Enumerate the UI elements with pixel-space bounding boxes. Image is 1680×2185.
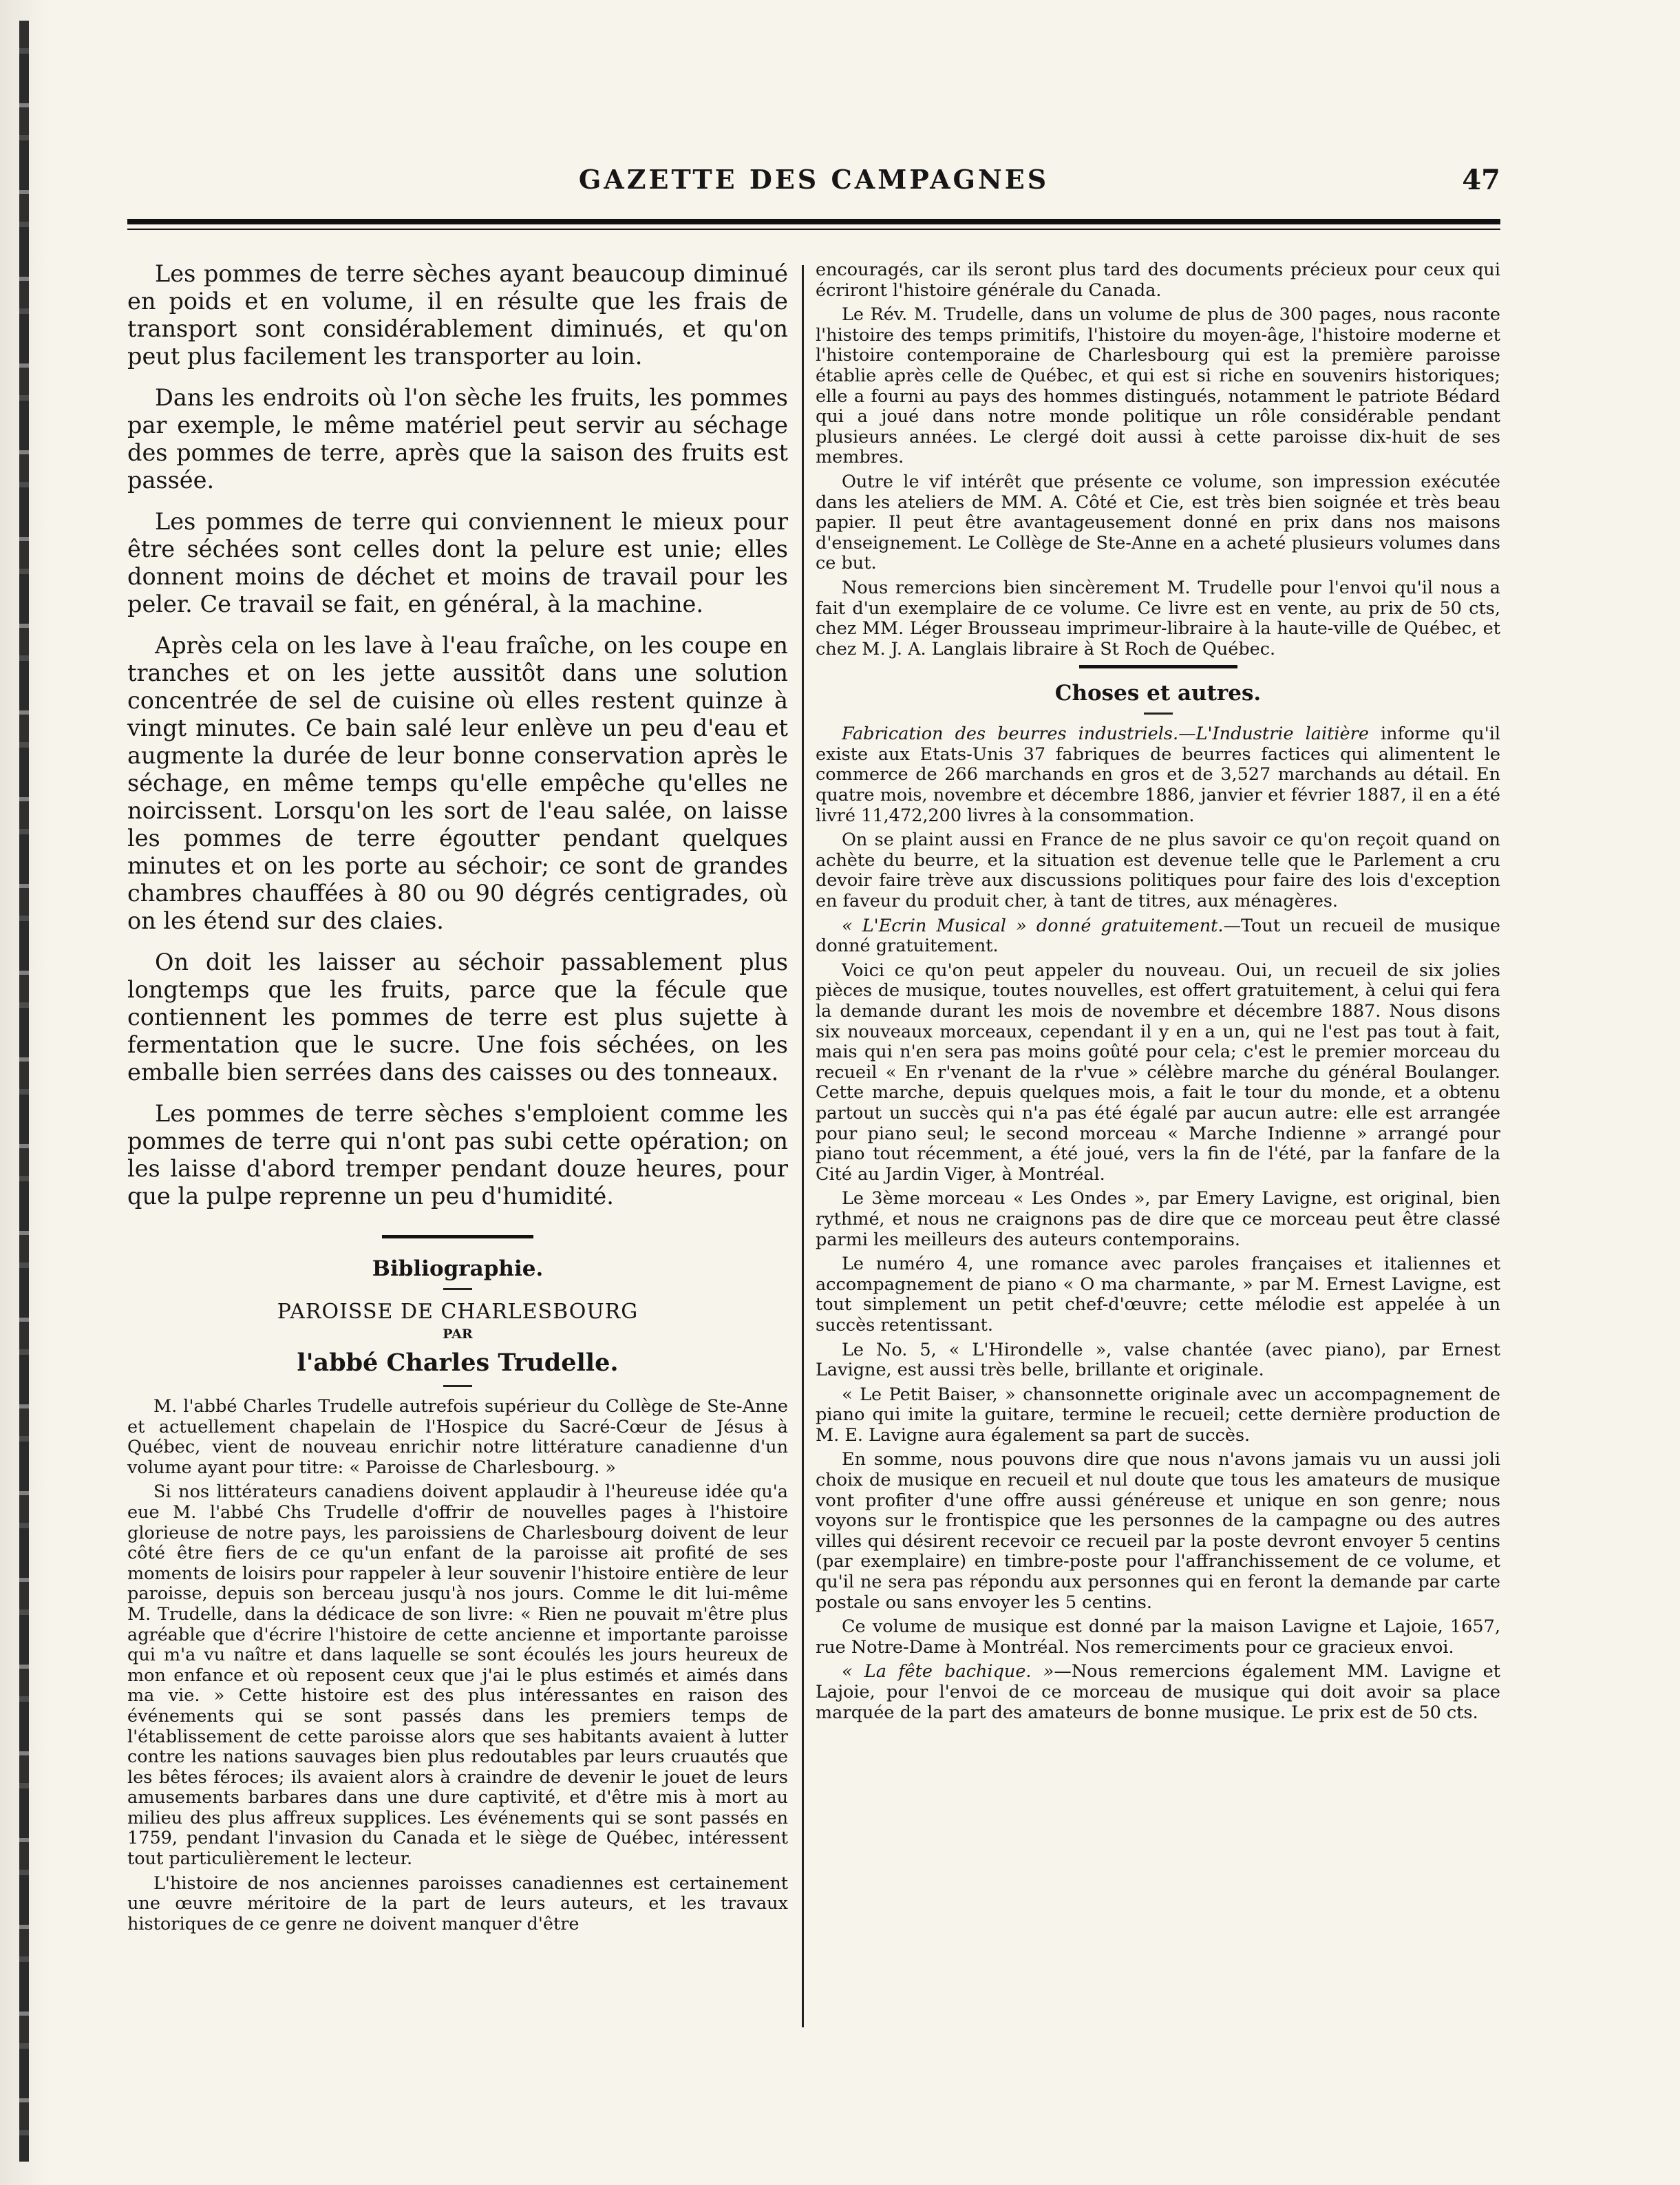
paragraph: encouragés, car ils seront plus tard des documents précieux pour ceux qui écriront l'histoire générale du Canada.: [816, 260, 1500, 301]
paragraph-text: informe qu'il existe aux Etats-Unis 37 fabriques de beurres factices qui alimentent le commerce de 266 marchands en gros et de 3,527 marchands au détail. En quatre mois, novembre et décembre 1886, janvier et février 1887, il en a été livré 11,472,200 livres à la consommation.: [816, 724, 1501, 826]
paragraph: Les pommes de terre sèches ayant beaucoup diminué en poids et en volume, il en résulte que les frais de transport sont considérablement diminués, et qu'on peut plus facilement les transporter au loin.: [127, 260, 788, 370]
section-ornament: [382, 1235, 533, 1238]
dash-rule: [443, 1288, 472, 1290]
lead-in: Fabrication des beurres industriels.—L'Industrie laitière: [842, 724, 1369, 745]
paragraph: Voici ce qu'on peut appeler du nouveau. Oui, un recueil de six jolies pièces de musique, toutes nouvelles, est offert gratuitement, à celui qui fera la demande durant les mois de novembre et décembre 1887. Nous disons six nouveaux morceaux, cependant il y en a un, qui ne l'est pas tout à fait, mais qui n'en sera pas moins goûté pour cela; c'est le premier morceau du recueil « En r'venant de la r'vue » célèbre marche du général Boulanger. Cette marche, depuis quelques mois, a fait le tour du monde, et a obtenu partout un succès qui n'a pas été égalé par aucun autre: elle est arrangée pour piano seul; le second morceau « Marche Indienne » arrangé pour piano tout récemment, a été joué, vers la fin de l'été, par la fanfare de la Cité au Jardin Viger, à Montréal.: [816, 960, 1500, 1185]
dash-rule: [1144, 712, 1173, 715]
paragraph: On se plaint aussi en France de ne plus savoir ce qu'on reçoit quand on achète du beurre, et la situation est devenue telle que le Parlement a cru devoir faire trève aux discussions politiques pour faire des lois d'exception en faveur du produit cher, à tant de titres, aux ménagères.: [816, 830, 1500, 912]
paragraph: L'histoire de nos anciennes paroisses canadiennes est certainement une œuvre méritoire de la part de leurs auteurs, et les travaux historiques de ce genre ne doivent manquer d'être: [127, 1872, 788, 1934]
section-heading-choses: Choses et autres.: [1054, 681, 1262, 706]
section-ornament: [1079, 665, 1237, 668]
paragraph: « Le Petit Baiser, » chansonnette originale avec un accompagnement de piano qui imite la guitare, termine le recueil; cette dernière production de M. E. Lavigne aura également sa part de succès.: [816, 1384, 1500, 1446]
lead-in: « L'Ecrin Musical » donné gratuitement.: [842, 915, 1224, 936]
page-number: 47: [1462, 164, 1500, 196]
biblio-text: [127, 1397, 788, 1934]
dash-rule: [443, 1385, 472, 1387]
section-heading-bibliographie: Bibliographie.: [372, 1256, 544, 1281]
lead-in: « La fête bachique. »: [842, 1661, 1054, 1682]
scan-edge: [0, 0, 48, 2185]
book-title: PAROISSE DE CHARLESBOURG: [277, 1300, 639, 1324]
paragraph: Outre le vif intérêt que présente ce volume, son impression exécutée dans les ateliers de MM. A. Côté et Cie, est très bien soignée et très beau papier. Il peut être avantageusement donné en prix dans nos maisons d'enseignement. Le Collège de Ste-Anne en a acheté plusieurs volumes dans ce but.: [816, 471, 1500, 574]
paragraph: M. l'abbé Charles Trudelle autrefois supérieur du Collège de Ste-Anne et actuellement chapelain de l'Hospice du Sacré-Cœur de Jésus à Québec, vient de nouveau enrichir notre littérature canadienne d'un volume ayant pour titre: « Paroisse de Charlesbourg. »: [127, 1396, 788, 1478]
paragraph: Les pommes de terre sèches s'emploient comme les pommes de terre qui n'ont pas subi cette opération; on les laisse d'abord tremper pendant douze heures, pour que la pulpe reprenne un peu d'humidité.: [127, 1100, 788, 1210]
column-separator: [802, 265, 804, 2027]
header-rule-thin: [127, 229, 1500, 230]
paragraph-text: —Nous remercions également MM. Lavigne et Lajoie, pour l'envoi de ce morceau de musique qui doit avoir sa place marquée de la part des amateurs de bonne musique. Le prix est de 50 cts.: [816, 1661, 1500, 1723]
paragraph-text: —Tout un recueil de musique donné gratuitement.: [816, 915, 1500, 957]
paragraph: Si nos littérateurs canadiens doivent applaudir à l'heureuse idée qu'a eue M. l'abbé Chs Trudelle d'offrir de nouvelles pages à l'histoire glorieuse de notre pays, les paroissiens de Charlesbourg doivent de leur côté être fiers de ce qu'un enfant de la paroisse ait profité de ses moments de loisirs pour rappeler à leur souvenir l'histoire entière de leur paroisse, depuis son berceau jusqu'à nos jours. Comme le dit lui-même M. Trudelle, dans la dédicace de son livre: « Rien ne pouvait m'être plus agréable que d'écrire l'histoire de cette ancienne et importante paroisse qui m'a vu naître et dans laquelle se sont écoulés les jours heureux de mon enfance et où reposent ceux que j'ai le plus estimés et aimés dans ma vie. » Cette histoire est des plus intéressantes en raison des événements qui se sont passés dans les premiers temps de l'établissement de cette paroisse alors que ses habitants avaient à lutter contre les nations sauvages bien plus redoutables par leurs cruautés que les bêtes féroces; ils avaient alors à craindre de devenir le jouet de leurs amusements barbares dans une dure captivité, et d'être mis à mort au milieu des plus affreux supplices. Les événements qui se sont passés en 1759, pendant l'invasion du Canada et le siège de Québec, intéressent tout particulièrement le lecteur.: [127, 1481, 788, 1870]
paragraph: Ce volume de musique est donné par la maison Lavigne et Lajoie, 1657, rue Notre-Dame à Montréal. Nos remerciments pour ce gracieux envoi.: [816, 1616, 1500, 1658]
paragraph: En somme, nous pouvons dire que nous n'avons jamais vu un aussi joli choix de musique en recueil et nul doute que tous les amateurs de musique vont profiter d'une offre aussi généreuse et unique en son genre; nous voyons sur le frontispice que les personnes de la campagne ou des autres villes qui désirent recevoir ce recueil par la poste devront envoyer 5 centins (par exemplaire) en timbre-poste pour l'affranchissement de ce volume, et qu'il ne sera pas répondu aux personnes qui en feront la demande par carte postale ou sans envoyer les 5 centins.: [816, 1449, 1500, 1613]
paragraph: Le 3ème morceau « Les Ondes », par Emery Lavigne, est original, bien rythmé, et nous ne craignons pas de dire que ce morceau peut être classé parmi les meilleurs des auteurs contemporains.: [816, 1188, 1500, 1250]
page-header: [127, 164, 1500, 212]
left-column: [127, 260, 788, 1939]
binding-shadow: [19, 21, 29, 2162]
choses-text: [816, 724, 1500, 1723]
paragraph: Après cela on les lave à l'eau fraîche, on les coupe en tranches et on les jette aussitôt dans une solution concentrée de sel de cuisine où elles restent quinze à vingt minutes. Ce bain salé leur enlève un peu d'eau et augmente la durée de leur bonne conservation après le séchage, en même temps qu'elle empêche qu'elles ne noircissent. Lorsqu'on les sort de l'eau salée, on laisse les pommes de terre égoutter pendant quelques minutes et on les porte au séchoir; ce sont de grandes chambres chauffées à 80 ou 90 dégrés centigrades, où on les étend sur des claies.: [127, 632, 788, 934]
potato-article: [127, 260, 788, 1210]
biblio-continuation: [816, 260, 1500, 659]
running-title: GAZETTE DES CAMPAGNES: [578, 164, 1050, 195]
paragraph: On doit les laisser au séchoir passablement plus longtemps que les fruits, parce que la fécule que contiennent les pommes de terre est plus sujette à fermentation que le sucre. Une fois séchées, on les emballe bien serrées dans des caisses ou des tonneaux.: [127, 949, 788, 1086]
paragraph: [816, 724, 1500, 826]
right-column: [816, 260, 1500, 1727]
paragraph: Le Rév. M. Trudelle, dans un volume de plus de 300 pages, nous raconte l'histoire des temps primitifs, l'histoire du moyen-âge, l'histoire moderne et l'histoire contemporaine de Charlesbourg qui est la première paroisse établie après celle de Québec, et qui est si riche en souvenirs historiques; elle a fourni au pays des hommes distingués, notamment le patriote Bédard qui a joué dans notre monde politique un rôle considérable pendant plusieurs années. Le clergé doit aussi à cette paroisse dix-huit de ses membres.: [816, 304, 1500, 468]
paragraph: Les pommes de terre qui conviennent le mieux pour être séchées sont celles dont la pelure est unie; elles donnent moins de déchet et moins de travail pour les peler. Ce travail se fait, en général, à la machine.: [127, 508, 788, 618]
book-author: l'abbé Charles Trudelle.: [297, 1349, 619, 1377]
paragraph: Le numéro 4, une romance avec paroles françaises et italiennes et accompagnement de piano « O ma charmante, » par M. Ernest Lavigne, est tout simplement un petit chef-d'œuvre; cette mélodie est appelée à un succès retentissant.: [816, 1254, 1500, 1336]
paragraph: [816, 916, 1500, 957]
paragraph: Dans les endroits où l'on sèche les fruits, les pommes par exemple, le même matériel peut servir au séchage des pommes de terre, après que la saison des fruits est passée.: [127, 384, 788, 494]
paragraph: [816, 1662, 1500, 1723]
paragraph: Le No. 5, « L'Hirondelle », valse chantée (avec piano), par Ernest Lavigne, est aussi très belle, brillante et originale.: [816, 1339, 1500, 1381]
par-label: PAR: [443, 1327, 473, 1342]
header-rule-thick: [127, 219, 1500, 224]
paragraph: Nous remercions bien sincèrement M. Trudelle pour l'envoi qu'il nous a fait d'un exemplaire de ce volume. Ce livre est en vente, au prix de 50 cts, chez MM. Léger Brousseau imprimeur-libraire à la haute-ville de Québec, et chez M. J. A. Langlais libraire à St Roch de Québec.: [816, 577, 1500, 659]
